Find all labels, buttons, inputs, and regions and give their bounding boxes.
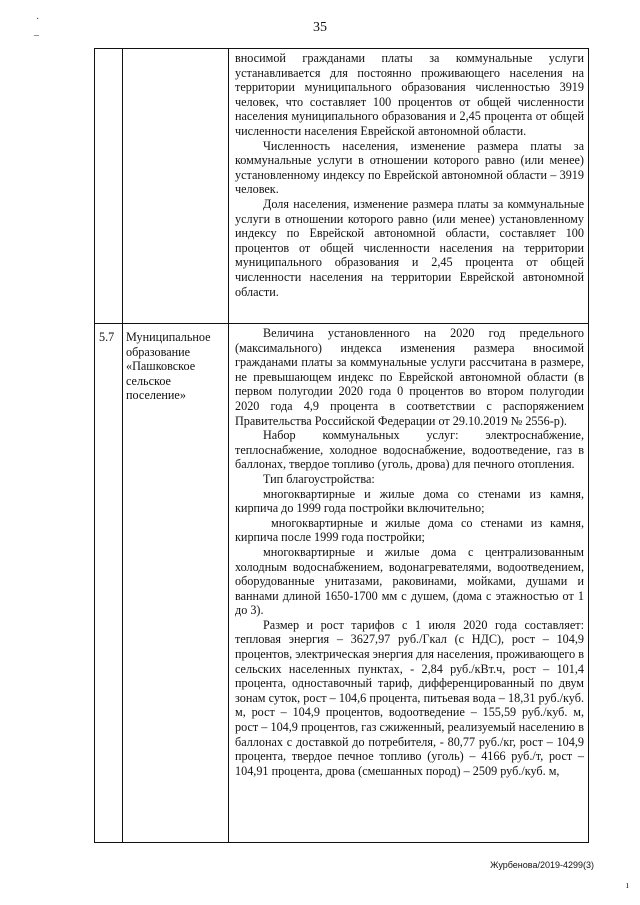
document-code: Журбенова/2019-4299(3) [490, 860, 594, 870]
description-cell [229, 324, 589, 843]
paragraph: Тип благоустройства: [263, 471, 375, 486]
scan-mark: · [36, 14, 40, 25]
paragraph: многоквартирные и жилые дома со стенами из камня, кирпича до 1999 года постройки включительно; [235, 486, 584, 516]
page-number: 35 [313, 20, 327, 35]
description-cell [229, 49, 589, 324]
paragraph: многоквартирные и жилые дома со стенами из камня, кирпича после 1999 года постройки; [235, 515, 584, 545]
scan-mark: ı [626, 880, 629, 891]
table-row [95, 324, 589, 843]
paragraph: Доля населения, изменение размера платы за коммунальные услуги в отношении которого равно (или менее) установленному индексу по Еврейской автономной области, составляет 100 процентов от общей численности населения на территории муниципального образования и 2,45 процента от общей численности населения на территории Еврейской автономной области. [235, 196, 584, 299]
paragraph: Численность населения, изменение размера платы за коммунальные услуги в отношении которого равно (или менее) установленному индексу по Еврейской автономной области – 3919 человек. [235, 138, 584, 197]
paragraph: Размер и рост тарифов с 1 июля 2020 года составляет: тепловая энергия – 3627,97 руб./Гкал (с НДС), рост – 104,9 процентов, электрическая энергия для населения, проживающего в сельских населенных пунктах, - 2,84 руб./кВт.ч, рост – 101,4 процента, одноставочный тариф, дифференцированный по двум зонам суток, рост – 104,6 процента, питьевая вода – 18,31 руб./куб. м, рост – 104,9 процентов, водоотведение – 155,59 руб./куб. м, рост – 104,9 процентов, газ сжиженный, реализуемый населению в баллонах с доставкой до потребителя, - 80,77 руб./кг, рост – 104,9 процента, твердое печное топливо (уголь) – 4166 руб./т, рост – 104,91 процента, дрова (смешанных пород) – 2509 руб./куб. м, [235, 617, 585, 778]
scan-mark: – [34, 30, 39, 41]
paragraph: Величина установленного на 2020 год предельного (максимального) индекса изменения размера вносимой гражданами платы за коммунальные услуги рассчитана в размере, не превышающем индекс по Еврейской автономной области (в первом полугодии 2020 года 0 процентов во втором полугодии 2020 года 4,9 процента в соответствии с распоряжением Правительства Российской Федерации от 29.10.2019 № 2556-р). [235, 326, 584, 428]
row-number-cell: 5.7 [95, 324, 123, 843]
paragraph: многоквартирные и жилые дома с централизованным холодным водоснабжением, водонагревателями, водоотведением, оборудованные унитазами, раковинами, мойками, душами и ваннами длиной 1650-1700 мм с душем, (дома с этажностью от 1 до 3). [235, 544, 584, 618]
row-number-cell [95, 49, 123, 324]
municipality-cell [123, 49, 229, 324]
table-row [95, 49, 589, 324]
municipality-cell: Муниципальное образование «Пашковское сельское поселение» [123, 324, 229, 843]
paragraph: вносимой гражданами платы за коммунальные услуги устанавливается для постоянно проживающего населения на территории муниципального образования численностью 3919 человек, что составляет 100 процентов от общей численности населения муниципального образования и 2,45 процента от общей численности населения Еврейской автономной области. [235, 51, 584, 138]
paragraph: Набор коммунальных услуг: электроснабжение, теплоснабжение, холодное водоснабжение, водоотведение, газ в баллонах, твердое топливо (уголь, дрова) для печного отопления. [235, 428, 584, 472]
tariff-table [94, 48, 589, 843]
